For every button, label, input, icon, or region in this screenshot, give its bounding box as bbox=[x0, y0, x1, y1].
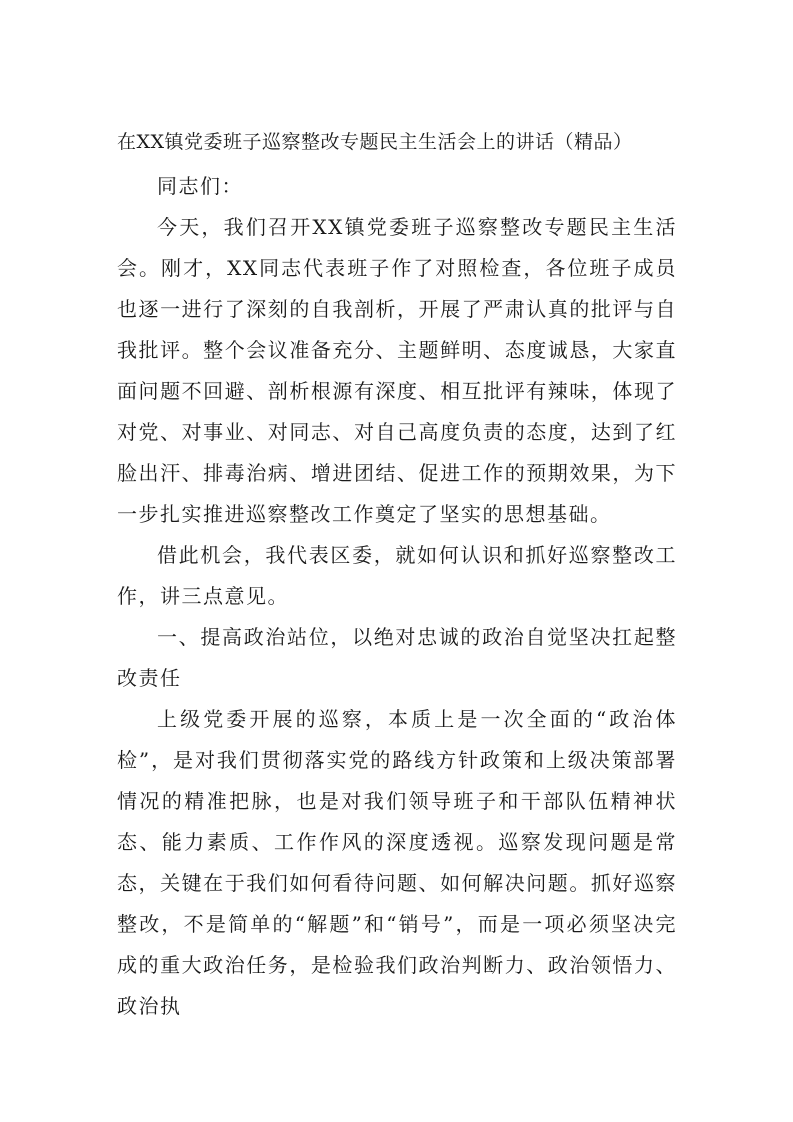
document-title: 在XX镇党委班子巡察整改专题民主生活会上的讲话（精品） bbox=[117, 131, 633, 153]
paragraph-greeting: 同志们： bbox=[157, 174, 243, 198]
document-body bbox=[117, 163, 677, 1027]
paragraph-section-one: 上级党委开展的巡察，本质上是一次全面的“政治体检”，是对我们贯彻落实党的路线方针政策和上级决策部署情况的精准把脉，也是对我们领导班子和干部队伍精神状态、能力素质、工作作风的深度透视。巡察发现问题是常态，关键在于我们如何看待问题、如何解决问题。抓好巡察整改，不是简单的“解题”和“销号”，而是一项必须坚决完成的重大政治任务，是检验我们政治判断力、政治领悟力、政治执 bbox=[117, 707, 677, 1018]
paragraph-opening: 今天，我们召开XX镇党委班子巡察整改专题民主生活会。刚才，XX同志代表班子作了对照检查，各位班子成员也逐一进行了深刻的自我剖析，开展了严肃认真的批评与自我批评。整个会议准备充分、主题鲜明、态度诚恳，大家直面问题不回避、剖析根源有深度、相互批评有辣味，体现了对党、对事业、对同志、对自己高度负责的态度，达到了红脸出汗、排毒治病、增进团结、促进工作的预期效果，为下一步扎实推进巡察整改工作奠定了坚实的思想基础。 bbox=[117, 215, 677, 526]
section-heading-one: 一、提高政治站位，以绝对忠诚的政治自觉坚决扛起整改责任 bbox=[117, 625, 677, 690]
paragraph-intro: 借此机会，我代表区委，就如何认识和抓好巡察整改工作，讲三点意见。 bbox=[117, 543, 677, 608]
